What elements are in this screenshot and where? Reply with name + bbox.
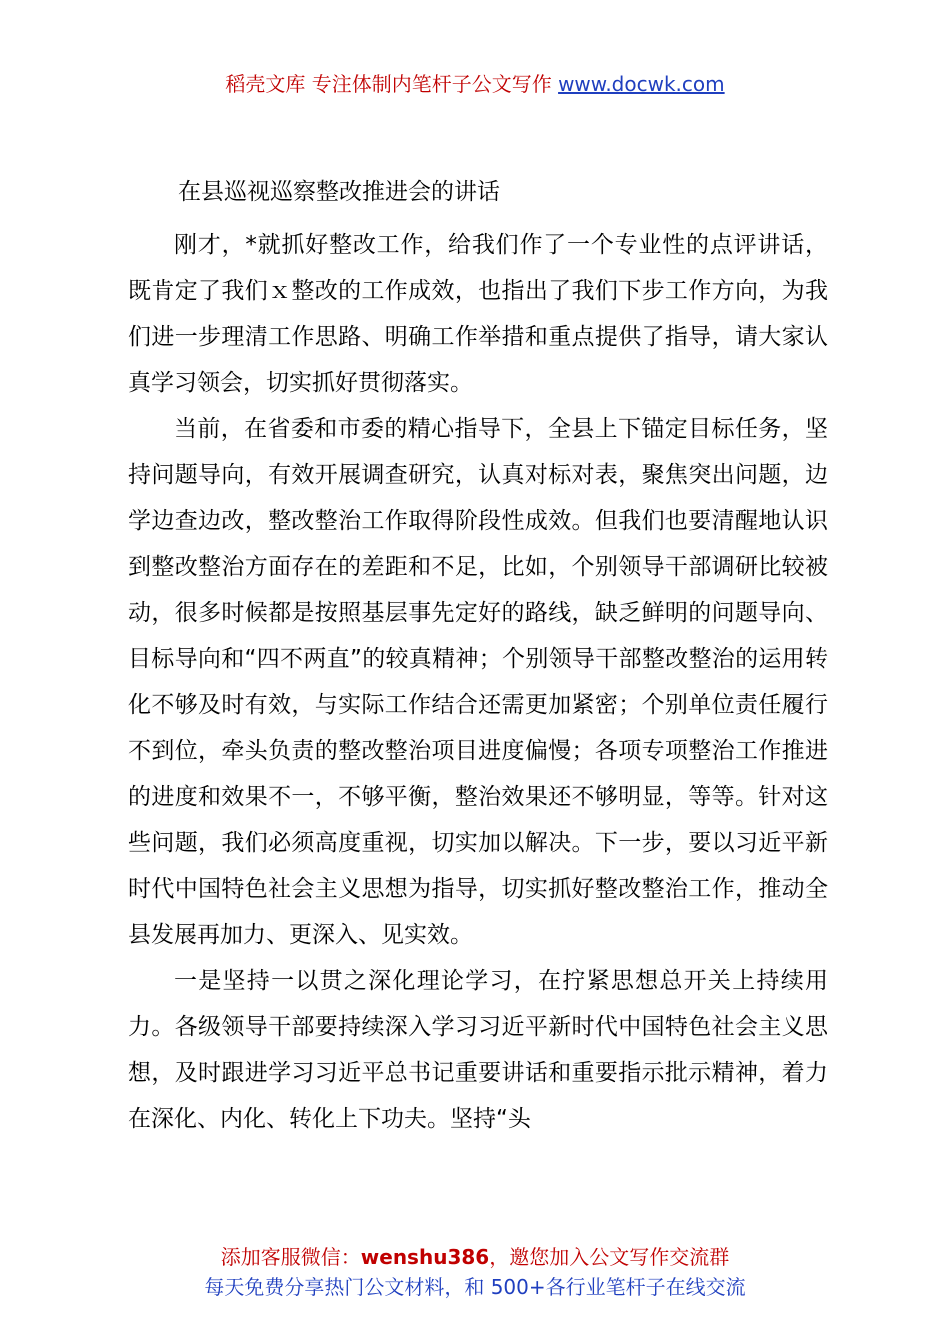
paragraph-3: 一是坚持一以贯之深化理论学习，在拧紧思想总开关上持续用力。各级领导干部要持续深入学习习近平新时代中国特色社会主义思想，及时跟进学习习近平总书记重要讲话和重要指示批示精神，着力在深化、内化、转化上下功夫。坚持“头 — [128, 968, 828, 1132]
footer-contact-suffix: ，邀您加入公文写作交流群 — [489, 1245, 730, 1269]
site-link[interactable]: www.docwk.com — [558, 72, 725, 96]
paragraph-2: 当前，在省委和市委的精心指导下，全县上下锚定目标任务，坚持问题导向，有效开展调查研究，认真对标对表，聚焦突出问题，边学边查边改，整改整治工作取得阶段性成效。但我们也要清醒地认识到整改整治方面存在的差距和不足，比如，个别领导干部调研比较被动，很多时候都是按照基层事先定好的路线，缺乏鲜明的问题导向、目标导向和“四不两直”的较真精神；个别领导干部整改整治的运用转化不够及时有效，与实际工作结合还需更加紧密；个别单位责任履行不到位，牵头负责的整改整治项目进度偏慢；各项专项整治工作推进的进度和效果不一，不够平衡，整治效果还不够明显，等等。针对这些问题，我们必须高度重视，切实加以解决。下一步，要以习近平新时代中国特色社会主义思想为指导，切实抓好整改整治工作，推动全县发展再加力、更深入、见实效。 — [128, 416, 828, 948]
document-body — [128, 222, 828, 1142]
footer-wechat-id: wenshu386 — [360, 1245, 490, 1269]
footer-contact-prefix: 添加客服微信： — [220, 1245, 361, 1269]
document-title: 在县巡视巡察整改推进会的讲话 — [178, 179, 500, 205]
brand-text: 稻壳文库 专注体制内笔杆子公文写作 — [225, 72, 559, 96]
page-footer — [0, 1242, 950, 1302]
page-header — [0, 70, 950, 98]
footer-contact-line — [0, 1242, 950, 1272]
footer-promo-line: 每天免费分享热门公文材料，和 500+各行业笔杆子在线交流 — [204, 1275, 746, 1299]
paragraph-1: 刚才，*就抓好整改工作，给我们作了一个专业性的点评讲话，既肯定了我们ｘ整改的工作成效，也指出了我们下步工作方向，为我们进一步理清工作思路、明确工作举措和重点提供了指导，请大家认真学习领会，切实抓好贯彻落实。 — [128, 232, 828, 396]
